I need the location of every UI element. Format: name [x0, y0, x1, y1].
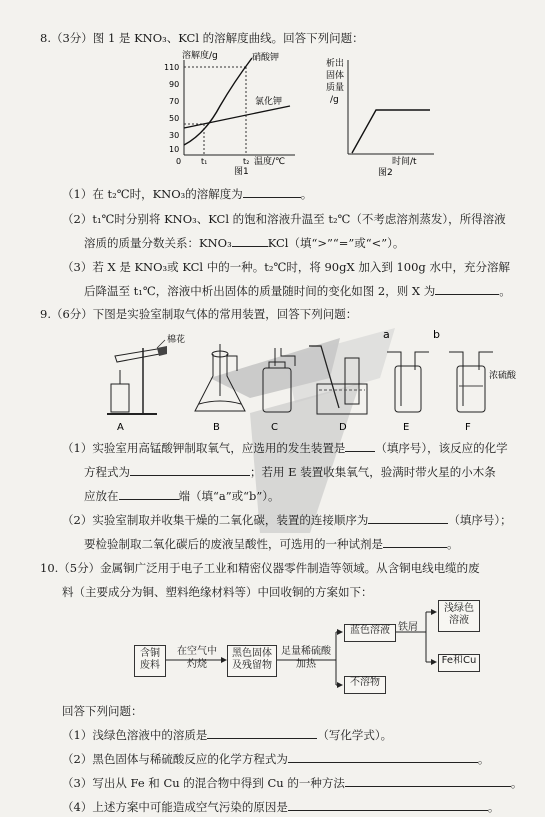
- q9-intro: 9.（6分）下图是实验室制取气体的常用装置，回答下列问题：: [40, 307, 358, 321]
- label-a: A: [117, 422, 124, 433]
- answer-blank[interactable]: [119, 488, 179, 500]
- svg-text:/g: /g: [330, 95, 339, 105]
- precipitate-line: [352, 110, 430, 153]
- apparatus-f: [449, 352, 517, 433]
- q10-intro-a: 10.（5分）金属铜广泛用于电子工业和精密仪器零件制造等领域。从含铜电线电缆的废: [40, 561, 480, 575]
- flow-step3-label: 铁屑: [398, 622, 418, 633]
- q8-intro: 8.（3分）图 1 是 KNO₃、KCl 的溶解度曲线。回答下列问题：: [40, 31, 364, 45]
- xtick: 0: [176, 157, 182, 166]
- port-a-label: a: [383, 328, 390, 341]
- label-d: D: [339, 422, 347, 433]
- answer-blank[interactable]: [243, 186, 301, 198]
- label-f: F: [465, 422, 471, 433]
- apparatus-b: [195, 344, 245, 433]
- ytick: 10: [169, 145, 180, 154]
- answer-blank[interactable]: [435, 283, 499, 295]
- q10-answer-intro: 回答下列问题：: [62, 704, 143, 718]
- xtick: t₂: [243, 157, 250, 166]
- fig1-ylabel: 溶解度/g: [182, 51, 218, 61]
- flow-insoluble-box: 不溶物: [344, 676, 386, 694]
- q8-sub3-a: （3）若 X 是 KNO₃或 KCl 中的一种。t₂℃时，将 90gX 加入到 100g 水中，充分溶解: [62, 260, 510, 274]
- flow-green-box: 浅绿色 溶液: [438, 600, 480, 632]
- apparatus-row: [95, 326, 517, 436]
- kno3-curve: [184, 58, 252, 145]
- solubility-chart: [160, 48, 310, 176]
- answer-blank[interactable]: [345, 440, 375, 452]
- answer-blank[interactable]: [288, 751, 478, 763]
- fig2-caption: 图2: [378, 168, 393, 178]
- precipitate-chart: [326, 56, 438, 176]
- q8-sub1: （1）在 t₂℃时，KNO₃的溶解度为: [62, 187, 243, 201]
- flow-blue-box: 蓝色溶液: [344, 624, 396, 642]
- answer-blank[interactable]: [130, 464, 250, 476]
- q10-intro-b: 料（主要成分为铜、塑料绝缘材料等）中回收铜的方案如下：: [62, 585, 373, 599]
- ytick: 70: [169, 97, 180, 106]
- answer-blank[interactable]: [345, 775, 511, 787]
- ytick: 30: [169, 131, 180, 140]
- answer-blank[interactable]: [288, 799, 488, 811]
- kno3-label: 硝酸钾: [252, 53, 280, 63]
- xtick: t₁: [201, 157, 208, 166]
- svg-text:固体: 固体: [326, 71, 345, 81]
- flow-start-box: 含铜 废料: [134, 645, 166, 677]
- ytick: 110: [164, 63, 180, 72]
- fig1-caption: 图1: [234, 167, 249, 177]
- apparatus-c: [263, 348, 295, 433]
- flow-solid-box: 黑色固体 及残留物: [227, 645, 277, 677]
- answer-blank[interactable]: [207, 727, 317, 739]
- kcl-curve: [184, 106, 290, 128]
- ytick: 50: [169, 114, 180, 123]
- port-b-label: b: [433, 328, 440, 341]
- answer-blank[interactable]: [232, 235, 268, 247]
- label-c: C: [271, 422, 278, 433]
- cotton-label: 棉花: [167, 335, 186, 345]
- flow-step2-label: 足量稀硫酸 加热: [281, 646, 331, 670]
- svg-text:析出: 析出: [326, 59, 345, 69]
- answer-blank[interactable]: [368, 512, 448, 524]
- label-b: B: [213, 422, 220, 433]
- flow-mix-box: Fe和Cu: [438, 654, 480, 672]
- fig2-xlabel: 时间/t: [392, 157, 417, 167]
- answer-blank[interactable]: [383, 536, 447, 548]
- flow-step1-label: 在空气中 灼烧: [177, 646, 217, 670]
- apparatus-e: [383, 328, 440, 433]
- svg-text:质量: 质量: [326, 83, 345, 93]
- apparatus-a: [107, 333, 185, 433]
- label-e: E: [403, 422, 410, 433]
- fig1-xlabel: 温度/℃: [254, 157, 286, 167]
- ytick: 90: [169, 80, 180, 89]
- kcl-label: 氯化钾: [255, 97, 283, 107]
- acid-label: 浓硫酸: [489, 371, 517, 381]
- apparatus-d: [309, 346, 367, 433]
- q8-sub2-a: （2）t₁℃时分别将 KNO₃、KCl 的饱和溶液升温至 t₂℃（不考虑溶剂蒸发），所得溶液: [62, 212, 506, 226]
